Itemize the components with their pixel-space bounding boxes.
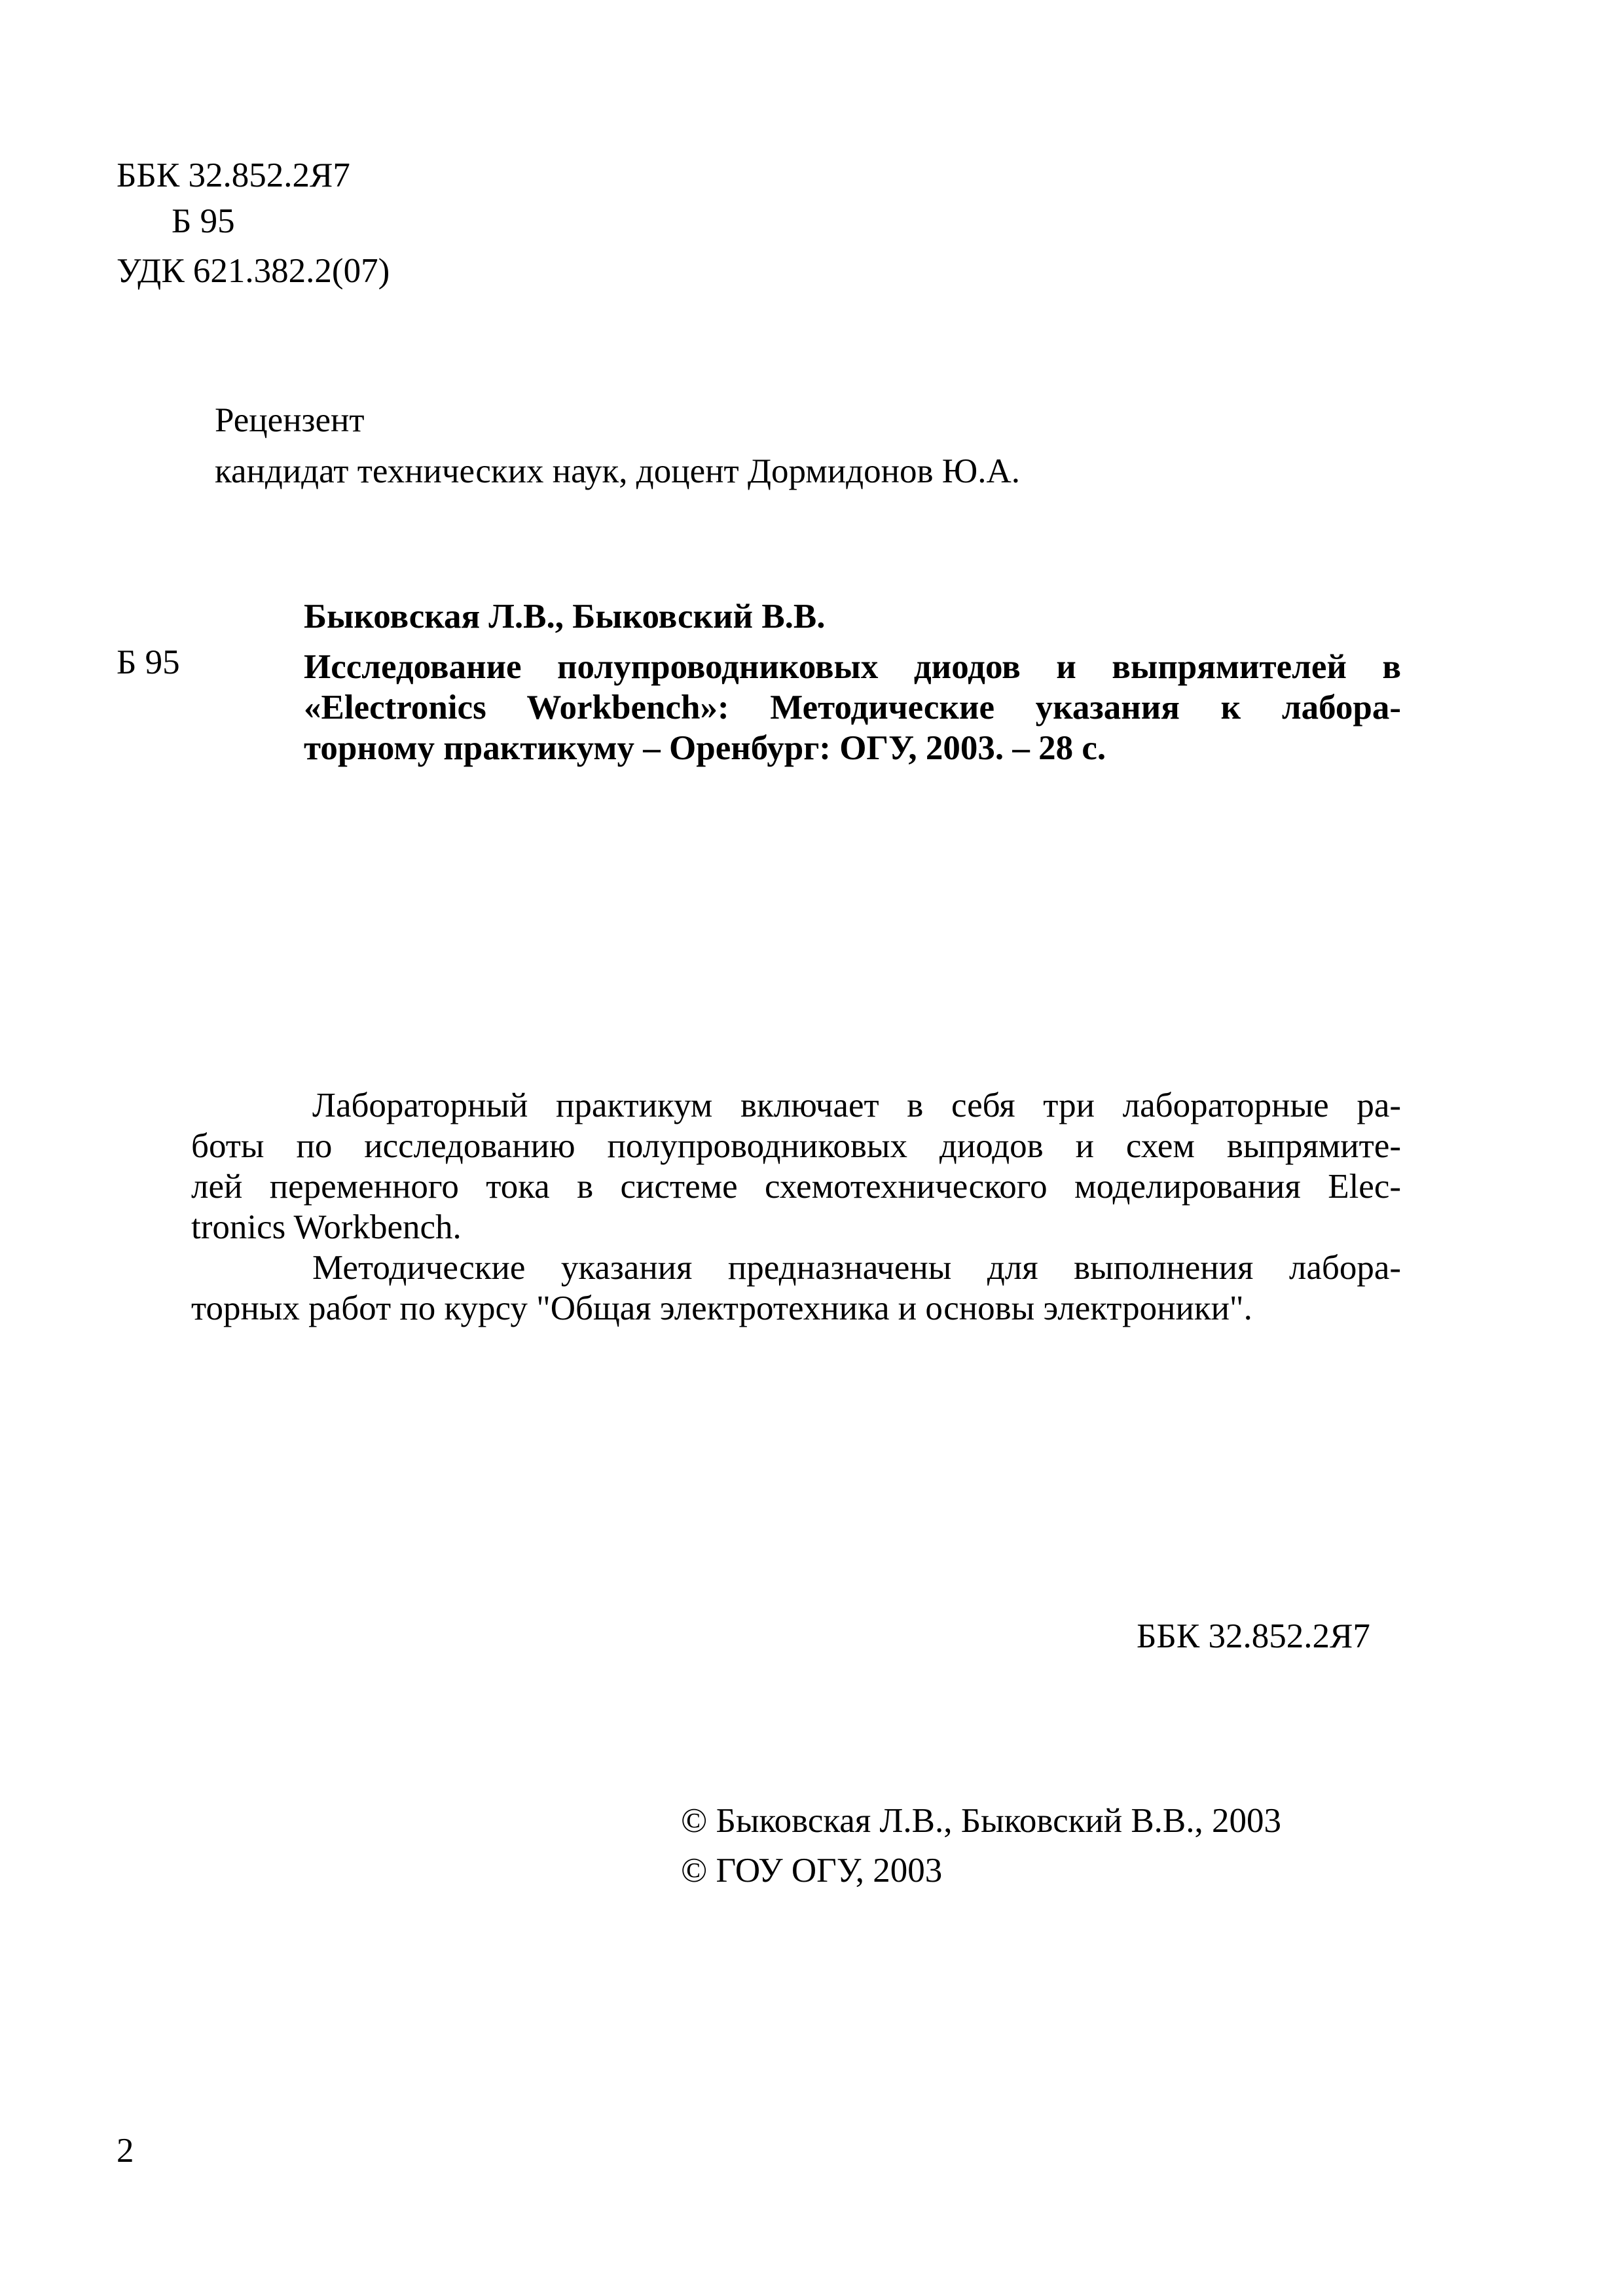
bibliography-authors: Быковская Л.В., Быковский В.В. bbox=[304, 598, 826, 636]
abstract-paragraph-2 bbox=[191, 1247, 1401, 1329]
copyright-university: © ГОУ ОГУ, 2003 bbox=[681, 1852, 943, 1890]
page-number: 2 bbox=[117, 2132, 134, 2170]
abstract-line: Методические указания предназначены для выполнения лабора- bbox=[312, 1249, 1401, 1287]
abstract-line: боты по исследованию полупроводниковых диодов и схем выпрямите- bbox=[191, 1127, 1401, 1165]
reviewer-label: Рецензент bbox=[215, 401, 365, 439]
bibliography-line: торному практикуму – Оренбург: ОГУ, 2003. – 28 с. bbox=[304, 729, 1106, 767]
bbk-code: ББК 32.852.2Я7 bbox=[117, 156, 350, 194]
abstract-line: Лабораторный практикум включает в себя три лабораторные ра- bbox=[312, 1086, 1401, 1124]
abstract-paragraph-1 bbox=[191, 1085, 1401, 1247]
footer-bbk-code: ББК 32.852.2Я7 bbox=[1137, 1617, 1370, 1655]
bibliography-description bbox=[304, 647, 1401, 768]
abstract-line: tronics Workbench. bbox=[191, 1208, 462, 1246]
author-sign: Б 95 bbox=[172, 202, 235, 240]
bibliography-line: Исследование полупроводниковых диодов и выпрямителей в bbox=[304, 648, 1401, 686]
bibliography-side-code: Б 95 bbox=[117, 643, 180, 681]
copyright-authors: © Быковская Л.В., Быковский В.В., 2003 bbox=[681, 1802, 1282, 1840]
reviewer-name: кандидат технических наук, доцент Дормидонов Ю.А. bbox=[215, 452, 1020, 490]
abstract-line: торных работ по курсу "Общая электротехника и основы электроники". bbox=[191, 1289, 1252, 1327]
udk-code: УДК 621.382.2(07) bbox=[117, 252, 390, 290]
abstract-line: лей переменного тока в системе схемотехнического моделирования Elec- bbox=[191, 1168, 1401, 1206]
bibliography-line: «Electronics Workbench»: Методические указания к лабора- bbox=[304, 689, 1401, 726]
